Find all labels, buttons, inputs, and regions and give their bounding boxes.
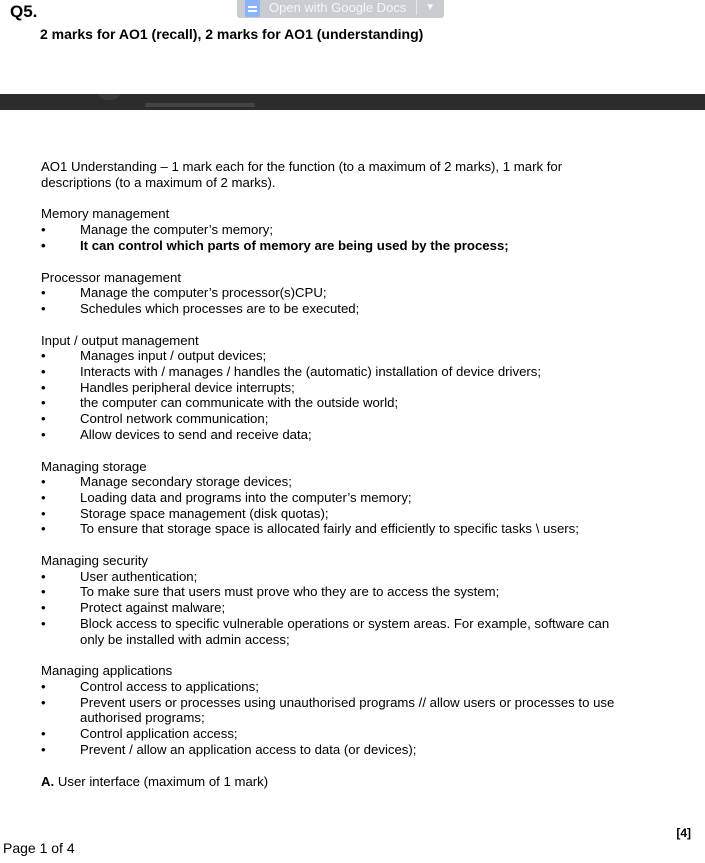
bullet-icon: • (41, 285, 46, 301)
list-item-text: Manage the computer’s processor(s)CPU; (80, 285, 327, 301)
answer-a (41, 774, 621, 790)
list-item (41, 364, 621, 380)
list-item-text: To ensure that storage space is allocated fairly and efficiently to specific tasks \ users; (80, 521, 579, 537)
bullet-icon: • (41, 348, 46, 364)
marks-subheading: 2 marks for AO1 (recall), 2 marks for AO1 (understanding) (40, 26, 424, 42)
answer-a-label: A. (41, 773, 55, 789)
sections-container (41, 190, 621, 773)
list-item-text: the computer can communicate with the outside world; (80, 395, 399, 411)
list-item (41, 490, 621, 506)
list-item (41, 380, 621, 396)
bullet-icon: • (41, 300, 46, 316)
bullet-list (41, 348, 621, 442)
bullet-icon: • (41, 379, 46, 395)
intro-paragraph: AO1 Understanding – 1 mark each for the function (to a maximum of 2 marks), 1 mark for descriptions (to a maximum of 2 marks). (41, 159, 563, 190)
bullet-icon: • (41, 395, 46, 411)
section-heading: Managing storage (41, 458, 147, 474)
list-item-text: Allow devices to send and receive data; (80, 426, 312, 442)
bullet-icon: • (41, 521, 46, 537)
bullet-icon: • (41, 222, 46, 238)
section-heading: Input / output management (41, 332, 199, 348)
list-item-text: Protect against malware; (80, 600, 226, 616)
list-item-text: Schedules which processes are to be executed; (80, 300, 360, 316)
list-item (41, 506, 621, 522)
list-item-text: Loading data and programs into the computer’s memory; (80, 489, 412, 505)
faded-caption (145, 103, 255, 107)
bullet-icon: • (41, 489, 46, 505)
list-item-text: Manage the computer’s memory; (80, 222, 274, 238)
list-item (41, 395, 621, 411)
list-item (41, 348, 621, 364)
list-item-text: Storage space management (disk quotas); (80, 505, 329, 521)
bullet-icon: • (41, 600, 46, 616)
bullet-icon: • (41, 741, 46, 757)
section-heading: Processor management (41, 269, 182, 285)
bullet-icon: • (41, 364, 46, 380)
bullet-list (41, 679, 621, 758)
list-item (41, 222, 621, 238)
list-item-text: Control application access; (80, 726, 238, 742)
list-item (41, 521, 621, 537)
section-heading: Managing security (41, 553, 149, 569)
bullet-list (41, 474, 621, 537)
bullet-icon: • (41, 474, 46, 490)
list-item-text: Manages input / output devices; (80, 348, 267, 364)
list-item-text: To make sure that users must prove who they are to access the system; (80, 584, 500, 600)
list-item-text: Block access to specific vulnerable operations or system areas. For example, software can only be installed with admin access; (80, 615, 610, 647)
chevron-down-icon[interactable]: ▼ (425, 1, 436, 13)
bullet-icon: • (41, 237, 46, 253)
open-with-label: Open with Google Docs (269, 0, 407, 15)
list-item-text: Prevent users or processes using unauthorised programs // allow users or processes to use authorised programs; (80, 694, 615, 726)
bullet-icon: • (41, 694, 46, 710)
list-item-text: Handles peripheral device interrupts; (80, 379, 295, 395)
answer-a-text: User interface (maximum of 1 mark) (57, 773, 269, 789)
list-item (41, 301, 621, 317)
button-divider (416, 0, 417, 15)
google-docs-icon (245, 0, 260, 17)
list-item-text: It can control which parts of memory are being used by the process; (80, 237, 509, 253)
list-item (41, 474, 621, 490)
mark-scheme-body (41, 159, 621, 789)
bullet-icon: • (41, 726, 46, 742)
section-heading: Memory management (41, 206, 170, 222)
list-item (41, 285, 621, 301)
list-item-text: Prevent / allow an application access to data (or devices); (80, 741, 417, 757)
bullet-icon: • (41, 568, 46, 584)
list-item (41, 726, 621, 742)
list-item (41, 427, 621, 443)
page-separator-band (0, 94, 705, 110)
list-item (41, 411, 621, 427)
list-item (41, 695, 621, 726)
list-item-text: Control network communication; (80, 411, 269, 427)
list-item-text: Interacts with / manages / handles the (automatic) installation of device drivers; (80, 364, 542, 380)
marks-total: [4] (676, 826, 691, 840)
open-with-google-docs-button[interactable] (237, 0, 444, 18)
list-item-text: Control access to applications; (80, 678, 259, 694)
question-number: Q5. (10, 2, 38, 21)
list-item (41, 569, 621, 585)
list-item (41, 238, 621, 254)
bullet-icon: • (41, 615, 46, 631)
list-item (41, 584, 621, 600)
list-item (41, 742, 621, 758)
bullet-icon: • (41, 584, 46, 600)
list-item-text: User authentication; (80, 568, 198, 584)
bullet-list (41, 569, 621, 648)
bullet-icon: • (41, 505, 46, 521)
list-item (41, 600, 621, 616)
bullet-list (41, 222, 621, 253)
bullet-icon: • (41, 426, 46, 442)
avatar (98, 94, 120, 100)
bullet-list (41, 285, 621, 316)
list-item-text: Manage secondary storage devices; (80, 474, 292, 490)
page-number: Page 1 of 4 (3, 840, 75, 856)
list-item (41, 616, 621, 647)
bullet-icon: • (41, 678, 46, 694)
section-heading: Managing applications (41, 663, 173, 679)
list-item (41, 679, 621, 695)
bullet-icon: • (41, 411, 46, 427)
